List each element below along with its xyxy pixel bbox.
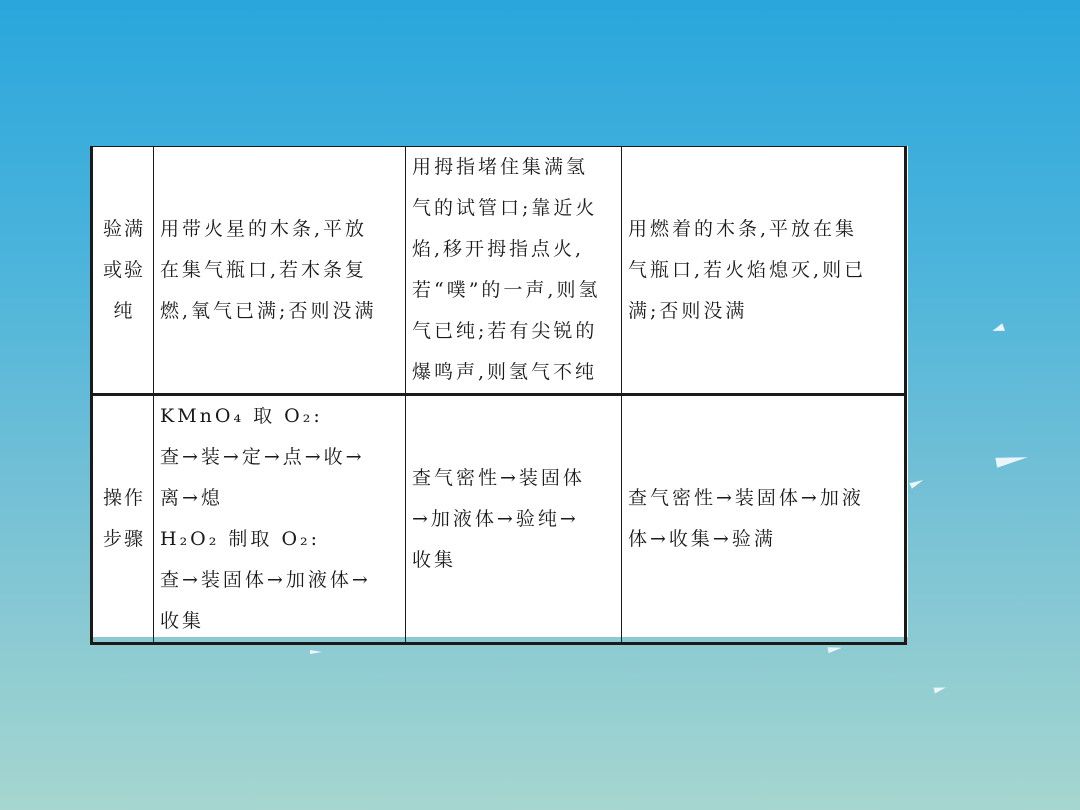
paper-plane-icon bbox=[991, 323, 1005, 335]
table-row-verification bbox=[92, 147, 906, 395]
row-header-procedure: 操作 步骤 bbox=[92, 395, 154, 644]
cell-co2-verification: 用燃着的木条,平放在集 气瓶口,若火焰熄灭,则已 满;否则没满 bbox=[622, 147, 906, 395]
cell-hydrogen-verification: 用拇指堵住集满氢 气的试管口;靠近火 焰,移开拇指点火, 若“噗”的一声,则氢 气已纯;若有尖锐的 爆鸣声,则氢气不纯 bbox=[406, 147, 622, 395]
paper-plane-icon bbox=[828, 645, 843, 653]
table-panel bbox=[90, 146, 908, 637]
comparison-table bbox=[90, 146, 907, 645]
cell-hydrogen-procedure: 查气密性→装固体 →加液体→验纯→ 收集 bbox=[406, 395, 622, 644]
table-row-procedure bbox=[92, 395, 906, 644]
row-header-verification: 验满 或验 纯 bbox=[92, 147, 154, 395]
paper-plane-icon bbox=[933, 685, 946, 694]
paper-plane-icon bbox=[909, 477, 924, 488]
cell-oxygen-procedure: KMnO₄ 取 O₂: 查→装→定→点→收→ 离→熄 H₂O₂ 制取 O₂: 查→装固体→加液体→ 收集 bbox=[154, 395, 406, 644]
cell-oxygen-verification: 用带火星的木条,平放 在集气瓶口,若木条复 燃,氧气已满;否则没满 bbox=[154, 147, 406, 395]
cell-co2-procedure: 查气密性→装固体→加液 体→收集→验满 bbox=[622, 395, 906, 644]
paper-plane-icon bbox=[310, 650, 322, 654]
paper-plane-icon bbox=[995, 452, 1028, 467]
